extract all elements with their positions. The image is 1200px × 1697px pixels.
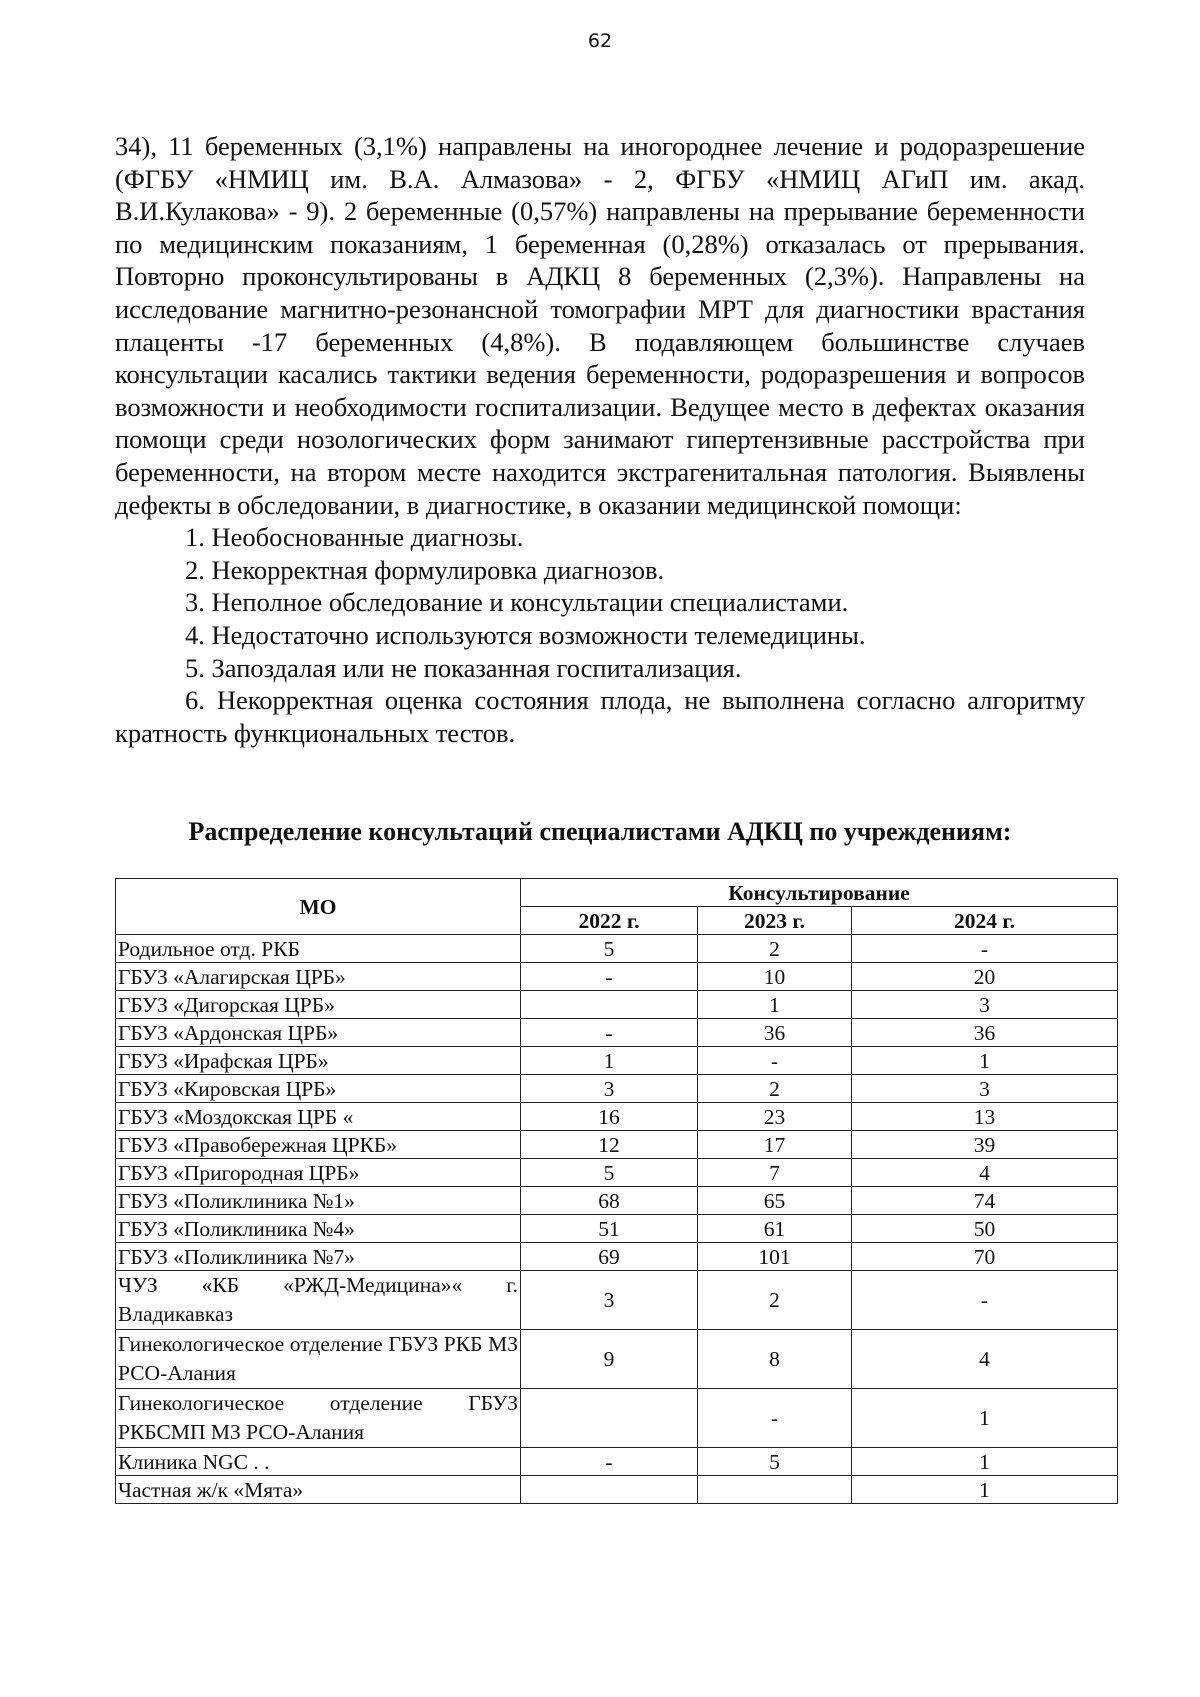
value-cell: 2 [698,1271,852,1330]
defect-item: 2. Некорректная формулировка диагнозов. [185,554,665,585]
table-row [116,1131,1118,1159]
mo-cell: Родильное отд. РКБ [116,935,521,963]
value-cell: - [521,1019,698,1047]
table-row [116,1159,1118,1187]
table-row [116,1448,1118,1476]
value-cell: - [698,1047,852,1075]
mo-cell: Гинекологическое отделение ГБУЗ РКБСМП МЗ РСО-Алания [116,1389,521,1448]
table-row [116,935,1118,963]
value-cell: 36 [852,1019,1118,1047]
column-header-year: 2024 г. [852,907,1118,935]
value-cell: 70 [852,1243,1118,1271]
value-cell: 3 [521,1075,698,1103]
value-cell: 12 [521,1131,698,1159]
value-cell: - [521,963,698,991]
table-row [116,1271,1118,1330]
value-cell: - [852,1271,1118,1330]
value-cell: 69 [521,1243,698,1271]
table-row [116,991,1118,1019]
value-cell: 74 [852,1187,1118,1215]
value-cell: - [698,1389,852,1448]
mo-cell: ЧУЗ «КБ «РЖД-Медицина»« г. Владикавказ [116,1271,521,1330]
value-cell: 10 [698,963,852,991]
value-cell [521,1389,698,1448]
mo-cell: ГБУЗ «Поликлиника №4» [116,1215,521,1243]
defect-item: 6. Некорректная оценка состояния плода, не выполнена согласно алгоритму кратность функциональных тестов. [115,685,1085,748]
value-cell: 1 [852,1448,1118,1476]
defect-item: 4. Недостаточно используются возможности телемедицины. [185,619,866,650]
value-cell: 5 [521,1159,698,1187]
mo-cell: ГБУЗ «Ирафская ЦРБ» [116,1047,521,1075]
value-cell: 7 [698,1159,852,1187]
value-cell: 50 [852,1215,1118,1243]
value-cell: 1 [852,1047,1118,1075]
mo-cell: ГБУЗ «Правобережная ЦРКБ» [116,1131,521,1159]
value-cell [521,1476,698,1504]
mo-cell: ГБУЗ «Ардонская ЦРБ» [116,1019,521,1047]
value-cell: 61 [698,1215,852,1243]
value-cell: 16 [521,1103,698,1131]
value-cell: 101 [698,1243,852,1271]
value-cell: 65 [698,1187,852,1215]
table-row [116,1103,1118,1131]
column-group-header: Консультирование [521,879,1118,907]
page-number: 62 [587,30,613,52]
table-row [116,1389,1118,1448]
value-cell: 3 [852,991,1118,1019]
value-cell: 36 [698,1019,852,1047]
table-row [116,1330,1118,1389]
mo-cell: ГБУЗ «Кировская ЦРБ» [116,1075,521,1103]
value-cell: 23 [698,1103,852,1131]
table-row [116,1075,1118,1103]
value-cell: 1 [521,1047,698,1075]
defect-item: 3. Неполное обследование и консультации специалистами. [185,587,849,618]
value-cell: 17 [698,1131,852,1159]
value-cell: 1 [698,991,852,1019]
value-cell: 8 [698,1330,852,1389]
value-cell: 4 [852,1159,1118,1187]
table-row [116,963,1118,991]
mo-cell: ГБУЗ «Дигорская ЦРБ» [116,991,521,1019]
table-row [116,1476,1118,1504]
table-row [116,1047,1118,1075]
defect-item: 5. Запоздалая или не показанная госпитализация. [185,652,742,683]
table-title: Распределение консультаций специалистами АДКЦ по учреждениям: [188,817,1012,846]
value-cell: 2 [698,1075,852,1103]
column-header-year: 2022 г. [521,907,698,935]
consultations-table [115,878,1118,1504]
value-cell: 1 [852,1389,1118,1448]
value-cell: 9 [521,1330,698,1389]
table-row [116,1187,1118,1215]
column-header-mo: МО [116,879,521,935]
mo-cell: Клиника NGC . . [116,1448,521,1476]
value-cell [698,1476,852,1504]
value-cell: 5 [521,935,698,963]
defects-list [115,521,1085,749]
defect-item: 1. Необоснованные диагнозы. [185,522,524,553]
value-cell: 3 [852,1075,1118,1103]
body-text [115,130,1085,749]
mo-cell: ГБУЗ «Алагирская ЦРБ» [116,963,521,991]
value-cell: 39 [852,1131,1118,1159]
table-row [116,1215,1118,1243]
mo-cell: Гинекологическое отделение ГБУЗ РКБ МЗ РСО-Алания [116,1330,521,1389]
value-cell: 5 [698,1448,852,1476]
mo-cell: ГБУЗ «Поликлиника №1» [116,1187,521,1215]
value-cell [521,991,698,1019]
value-cell: 4 [852,1330,1118,1389]
table-row [116,1019,1118,1047]
report-paragraph: 34), 11 беременных (3,1%) направлены на иногороднее лечение и родоразрешение (ФГБУ «НМИЦ им. В.А. Алмазова» - 2, ФГБУ «НМИЦ АГиП им. акад. В.И.Кулакова» - 9). 2 беременные (0,57%) направлены на прерывание беременности по медицинским показаниям, 1 беременная (0,28%) отказалась от прерывания. Повторно проконсультированы в АДКЦ 8 беременных (2,3%). Направлены на исследование магнитно-резонансной томографии МРТ для диагностики врастания плаценты -17 беременных (4,8%). В подавляющем большинстве случаев консультации касались тактики ведения беременности, родоразрешения и вопросов возможности и необходимости госпитализации. Ведущее место в дефектах оказания помощи среди нозологических форм занимают гипертензивные расстройства при беременности, на втором месте находится экстрагенитальная патология. Выявлены дефекты в обследовании, в диагностике, в оказании медицинской помощи: [115,131,1085,520]
value-cell: 51 [521,1215,698,1243]
table-header-row [116,879,1118,907]
value-cell: 13 [852,1103,1118,1131]
mo-cell: ГБУЗ «Поликлиника №7» [116,1243,521,1271]
value-cell: 3 [521,1271,698,1330]
mo-cell: Частная ж/к «Мята» [116,1476,521,1504]
mo-cell: ГБУЗ «Моздокская ЦРБ « [116,1103,521,1131]
value-cell: 68 [521,1187,698,1215]
value-cell: - [521,1448,698,1476]
mo-cell: ГБУЗ «Пригородная ЦРБ» [116,1159,521,1187]
value-cell: 1 [852,1476,1118,1504]
value-cell: - [852,935,1118,963]
table-row [116,1243,1118,1271]
value-cell: 2 [698,935,852,963]
column-header-year: 2023 г. [698,907,852,935]
value-cell: 20 [852,963,1118,991]
